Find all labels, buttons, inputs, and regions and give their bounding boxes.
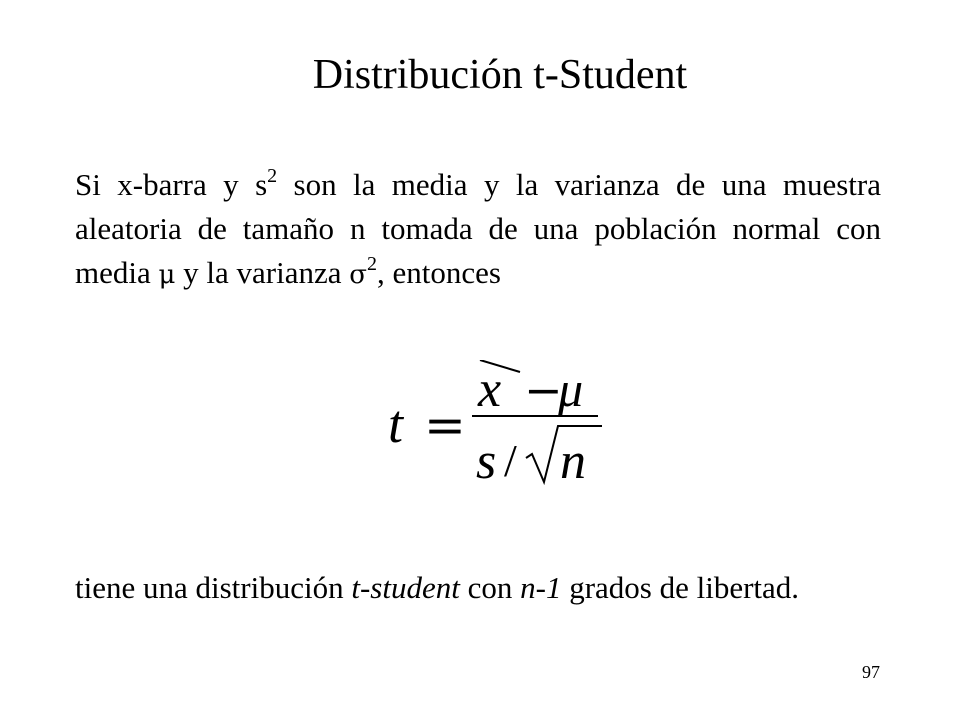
mu-symbol: μ — [158, 260, 176, 290]
formula-minus: − — [524, 363, 563, 417]
formula-equals: = — [424, 396, 466, 454]
page-number: 97 — [862, 662, 880, 682]
formula-t: t — [388, 394, 404, 454]
text-segment: con — [459, 570, 521, 605]
formula-s: s — [476, 433, 497, 490]
italic-term: t-student — [351, 570, 460, 605]
superscript: 2 — [367, 253, 378, 275]
definition-paragraph — [75, 163, 881, 297]
text-segment: , entonces — [377, 255, 501, 290]
text-segment: tiene una distribución — [75, 570, 352, 605]
t-statistic-formula — [380, 360, 640, 490]
text-segment: Si x-barra y s — [75, 167, 268, 202]
sigma-symbol: σ — [349, 260, 368, 290]
formula-graphic — [380, 360, 640, 490]
italic-term: n-1 — [520, 570, 562, 605]
text-segment: son la media y la varianza de una muestra aleatoria de tamaño n tomada de una población normal con media — [75, 167, 881, 290]
formula-mu: μ — [558, 361, 584, 417]
slide-title: Distribución t-Student — [312, 52, 688, 98]
text-segment: grados de libertad. — [561, 570, 800, 605]
superscript: 2 — [267, 165, 278, 187]
formula-slash: / — [504, 435, 517, 486]
formula-n: n — [560, 433, 586, 490]
conclusion-paragraph — [75, 566, 881, 610]
formula-x: x — [478, 361, 502, 418]
text-segment: y la varianza — [175, 255, 350, 290]
